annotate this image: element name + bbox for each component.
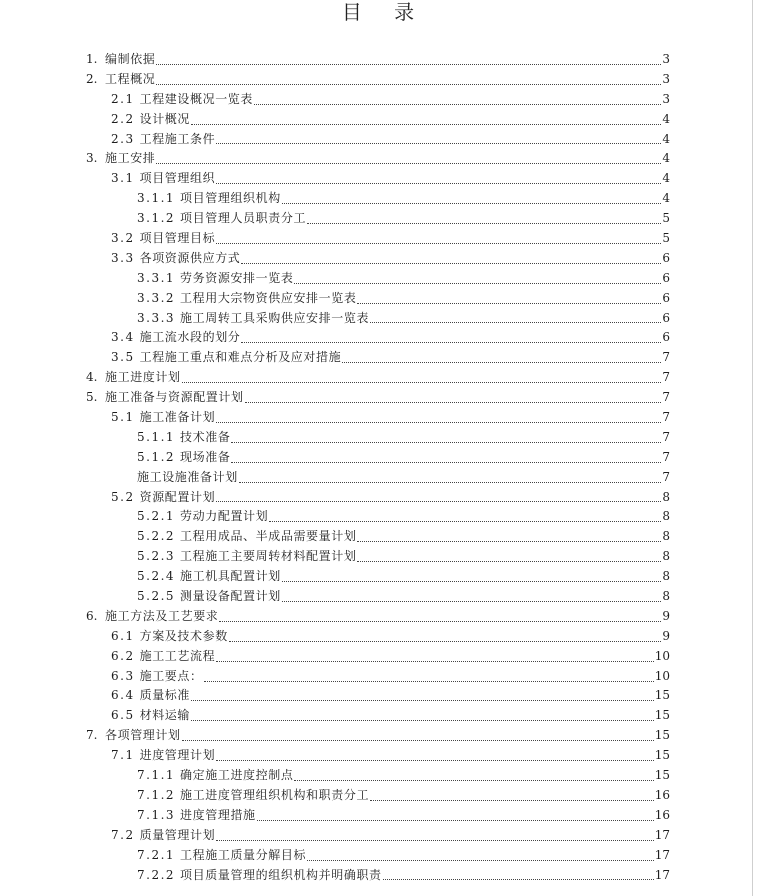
- dot-leader: [191, 700, 654, 701]
- toc-entry-number: 7.1: [111, 748, 135, 763]
- dot-leader: [254, 104, 661, 105]
- toc-entry-title: 确定施工进度控制点: [180, 768, 294, 783]
- dot-leader: [282, 581, 662, 582]
- toc-entry-page-number: 17: [654, 867, 670, 882]
- toc-subsubsection-entry[interactable]: [86, 269, 670, 289]
- toc-entry-title: 进度管理计划: [139, 748, 216, 763]
- toc-entry-number: 5.1.1: [137, 429, 176, 444]
- dot-leader: [216, 501, 661, 502]
- toc-entry-title: 施工要点：: [139, 668, 203, 683]
- toc-section-entry[interactable]: [86, 50, 670, 70]
- toc-entry-page-number: 3: [662, 71, 670, 86]
- toc-subsubsection-entry[interactable]: [86, 567, 670, 587]
- dot-leader: [307, 223, 661, 224]
- dot-leader: [357, 303, 661, 304]
- dot-leader: [294, 283, 661, 284]
- toc-entry-number: 1.: [86, 51, 98, 66]
- toc-subsubsection-entry[interactable]: [86, 209, 670, 229]
- toc-section-entry[interactable]: [86, 388, 670, 408]
- toc-entry-page-number: 5: [662, 211, 670, 226]
- dot-leader: [191, 124, 661, 125]
- toc-subsubsection-entry[interactable]: [86, 846, 670, 866]
- dot-leader: [156, 84, 661, 85]
- toc-entry-number: 7.: [86, 728, 98, 743]
- toc-subsubsection-entry[interactable]: [86, 766, 670, 786]
- toc-entry-title: 施工机具配置计划: [180, 569, 281, 584]
- toc-entry-page-number: 8: [662, 549, 670, 564]
- toc-entry-page-number: 9: [662, 608, 670, 623]
- toc-entry-number: 7.1.1: [137, 768, 176, 783]
- page-edge-divider: [752, 0, 753, 896]
- toc-entry-title: 工程用成品、半成品需要量计划: [180, 529, 357, 544]
- toc-entry-page-number: 16: [654, 807, 670, 822]
- toc-entry-number: 2.3: [111, 131, 135, 146]
- toc-entry-page-number: 17: [654, 847, 670, 862]
- toc-entry-title: 设计概况: [139, 111, 190, 126]
- toc-entry-title: 进度管理措施: [180, 807, 256, 822]
- toc-entry-title: 资源配置计划: [139, 489, 216, 504]
- toc-subsection-entry[interactable]: [86, 488, 670, 508]
- toc-entry-number: 3.1.2: [137, 211, 176, 226]
- toc-subsubsection-entry[interactable]: [86, 189, 670, 209]
- toc-entry-title: 技术准备: [180, 429, 231, 444]
- toc-entry-page-number: 4: [662, 151, 670, 166]
- toc-entry-number: 7.1.3: [137, 807, 176, 822]
- toc-subsection-entry[interactable]: [86, 826, 670, 846]
- toc-entry-number: 5.2.5: [137, 589, 176, 604]
- toc-entry-number: 5.1.2: [137, 449, 176, 464]
- toc-entry-number: 3.3.1: [137, 270, 176, 285]
- toc-entry-page-number: 3: [662, 51, 670, 66]
- dot-leader: [370, 322, 661, 323]
- dot-leader: [216, 422, 661, 423]
- dot-leader: [231, 462, 661, 463]
- dot-leader: [231, 442, 661, 443]
- toc-entry-page-number: 7: [662, 429, 670, 444]
- toc-subsubsection-entry[interactable]: [86, 507, 670, 527]
- toc-entry-page-number: 5: [662, 231, 670, 245]
- toc-entry-title: 项目管理组织: [139, 171, 216, 186]
- toc-entry-page-number: 6: [662, 310, 670, 325]
- toc-entry-page-number: 3: [662, 91, 670, 106]
- toc-entry-title: 工程施工条件: [139, 131, 216, 146]
- toc-entry-page-number: 15: [654, 708, 670, 723]
- toc-entry-number: 7.2: [111, 827, 135, 842]
- toc-entry-page-number: 7: [662, 390, 670, 405]
- toc-entry-title: 劳动力配置计划: [180, 509, 269, 524]
- toc-entry-page-number: 8: [662, 509, 670, 524]
- toc-section-entry[interactable]: [86, 726, 670, 746]
- toc-entry-page-number: 7: [662, 469, 670, 484]
- dot-leader: [182, 740, 654, 741]
- toc-entry-number: 6.4: [111, 688, 135, 703]
- toc-entry-number: 5.2.1: [137, 509, 176, 524]
- toc-entry-number: 2.2: [111, 111, 135, 126]
- toc-entry-page-number: 8: [662, 589, 670, 604]
- toc-entry-page-number: 16: [654, 787, 670, 802]
- dot-leader: [204, 681, 654, 682]
- dot-leader: [241, 263, 661, 264]
- toc-subsubsection-entry[interactable]: [86, 448, 670, 468]
- toc-entry-title: 工程建设概况一览表: [139, 91, 253, 106]
- toc-entry-number: 6.2: [111, 648, 135, 663]
- dot-leader: [257, 820, 654, 821]
- dot-leader: [182, 382, 662, 383]
- dot-leader: [282, 203, 662, 204]
- toc-section-entry[interactable]: [86, 70, 670, 90]
- toc-entry-number: 7.2.1: [137, 847, 176, 862]
- toc-entry-title: 测量设备配置计划: [180, 589, 281, 604]
- toc-entry-page-number: 4: [662, 191, 670, 206]
- toc-entry-number: 7.1.2: [137, 787, 176, 802]
- dot-leader: [156, 163, 661, 164]
- toc-entry-number: 3.1.1: [137, 191, 176, 206]
- dot-leader: [229, 641, 662, 642]
- toc-subsection-entry[interactable]: [86, 229, 670, 249]
- toc-entry-title: 工程施工质量分解目标: [180, 847, 307, 862]
- toc-entry-title: 各项管理计划: [105, 728, 181, 743]
- dot-leader: [342, 362, 661, 363]
- toc-entry-title: 施工准备计划: [139, 410, 216, 425]
- dot-leader: [191, 720, 654, 721]
- toc-entry-page-number: 8: [662, 489, 670, 504]
- toc-entry-title: 编制依据: [105, 51, 156, 66]
- toc-entry-title: 施工设施准备计划: [137, 469, 238, 484]
- toc-subsubsection-entry[interactable]: [86, 806, 670, 826]
- toc-entry-page-number: 6: [662, 250, 670, 265]
- toc-entry-title: 质量标准: [139, 688, 190, 703]
- toc-entry-page-number: 17: [654, 827, 670, 842]
- toc-subsection-entry[interactable]: [86, 408, 670, 428]
- toc-entry-title: 工程施工主要周转材料配置计划: [180, 549, 357, 564]
- toc-entry-title: 工程概况: [105, 71, 156, 86]
- toc-subsection-entry[interactable]: [86, 249, 670, 269]
- toc-subsection-entry[interactable]: [86, 667, 670, 687]
- dot-leader: [216, 243, 661, 244]
- toc-entry-number: 6.5: [111, 708, 135, 723]
- toc-entry-number: 5.2: [111, 489, 135, 504]
- toc-entry-number: 6.3: [111, 668, 135, 683]
- toc-entry-page-number: 6: [662, 290, 670, 305]
- toc-section-entry[interactable]: [86, 368, 670, 388]
- toc-subsection-entry[interactable]: [86, 647, 670, 667]
- toc-entry-number: 3.4: [111, 330, 135, 345]
- toc-entry-page-number: 6: [662, 270, 670, 285]
- toc-entry-page-number: 6: [662, 330, 670, 345]
- toc-entry-number: 4.: [86, 370, 98, 385]
- toc-subsection-entry[interactable]: [86, 130, 670, 150]
- dot-leader: [357, 561, 661, 562]
- toc-entry-number: 6.: [86, 608, 98, 623]
- toc-entry-page-number: 4: [662, 111, 670, 126]
- dot-leader: [216, 840, 654, 841]
- toc-entry-number: 7.2.2: [137, 867, 176, 882]
- toc-subsubsection-entry[interactable]: [86, 547, 670, 567]
- toc-entry-title: 材料运输: [139, 708, 190, 723]
- dot-leader: [219, 621, 661, 622]
- toc-entry-title: 各项资源供应方式: [139, 250, 241, 265]
- toc-entry-title: 施工流水段的划分: [139, 330, 241, 345]
- dot-leader: [294, 780, 653, 781]
- dot-leader: [241, 342, 661, 343]
- toc-subsubsection-entry[interactable]: [86, 309, 670, 329]
- dot-leader: [239, 482, 662, 483]
- toc-entry-page-number: 15: [654, 748, 670, 763]
- dot-leader: [269, 521, 661, 522]
- toc-subsection-entry[interactable]: [86, 348, 670, 368]
- toc-entry-page-number: 7: [662, 370, 670, 385]
- toc-entry-title: 项目质量管理的组织机构并明确职责: [180, 867, 382, 882]
- dot-leader: [282, 601, 662, 602]
- toc-entry-page-number: 7: [662, 449, 670, 464]
- toc-entry-title: 施工准备与资源配置计划: [105, 390, 244, 405]
- toc-entry-page-number: 15: [654, 688, 670, 703]
- toc-entry-page-number: 15: [654, 728, 670, 743]
- dot-leader: [357, 541, 661, 542]
- toc-subsection-entry[interactable]: [86, 687, 670, 707]
- toc-entry-number: 3.3.3: [137, 310, 176, 325]
- toc-entry-title: 现场准备: [180, 449, 231, 464]
- toc-entry-title: 施工进度计划: [105, 370, 181, 385]
- toc-subsubsection-entry[interactable]: [86, 527, 670, 547]
- toc-subsection-entry[interactable]: [86, 706, 670, 726]
- toc-section-entry[interactable]: [86, 607, 670, 627]
- toc-entry-title: 施工方法及工艺要求: [105, 608, 219, 623]
- toc-entry-title: 工程用大宗物资供应安排一览表: [180, 290, 357, 305]
- toc-entry-page-number: 4: [662, 131, 670, 146]
- dot-leader: [216, 760, 654, 761]
- toc-entry-number: 2.1: [111, 91, 135, 106]
- toc-subsection-entry[interactable]: [86, 169, 670, 189]
- toc-entry-title: 项目管理目标: [139, 231, 216, 245]
- toc-entry-title: 施工进度管理组织机构和职责分工: [180, 787, 370, 802]
- toc-entry-number: 3.1: [111, 171, 135, 186]
- toc-entry-page-number: 7: [662, 410, 670, 425]
- toc-entry-page-number: 15: [654, 768, 670, 783]
- toc-subsection-entry[interactable]: [86, 627, 670, 647]
- dot-leader: [245, 402, 662, 403]
- toc-subsection-entry[interactable]: [86, 746, 670, 766]
- toc-entry-title: 劳务资源安排一览表: [180, 270, 294, 285]
- toc-entry-title: 项目管理组织机构: [180, 191, 281, 206]
- toc-entry-title: 施工工艺流程: [139, 648, 216, 663]
- toc-subsubsection-entry[interactable]: [86, 587, 670, 607]
- dot-leader: [383, 879, 654, 880]
- toc-entry-page-number: 4: [662, 171, 670, 186]
- table-of-contents: [86, 50, 670, 885]
- toc-entry-number: 3.3: [111, 250, 135, 265]
- toc-entry-number: 2.: [86, 71, 98, 86]
- toc-entry-title: 施工周转工具采购供应安排一览表: [180, 310, 370, 325]
- toc-entry-number: 3.3.2: [137, 290, 176, 305]
- toc-entry-title: 项目管理人员职责分工: [180, 211, 307, 226]
- toc-entry-page-number: 10: [654, 668, 670, 683]
- toc-entry-number: 3.5: [111, 350, 135, 365]
- toc-subsubsection-entry[interactable]: [86, 428, 670, 448]
- toc-title: 目 录: [341, 0, 428, 24]
- toc-entry-number: 6.1: [111, 628, 135, 643]
- toc-entry-number: 3.2: [111, 231, 135, 245]
- toc-subsubsection-entry[interactable]: [86, 468, 670, 488]
- dot-leader: [216, 183, 661, 184]
- toc-entry-title: 施工安排: [105, 151, 156, 166]
- toc-section-entry[interactable]: [86, 149, 670, 169]
- toc-entry-number: 3.: [86, 151, 98, 166]
- toc-entry-number: 5.2.3: [137, 549, 176, 564]
- toc-entry-number: 5.1: [111, 410, 135, 425]
- toc-entry-title: 质量管理计划: [139, 827, 216, 842]
- toc-subsection-entry[interactable]: [86, 90, 670, 110]
- toc-subsubsection-entry[interactable]: [86, 289, 670, 309]
- toc-entry-page-number: 8: [662, 569, 670, 584]
- toc-entry-number: 5.2.4: [137, 569, 176, 584]
- dot-leader: [370, 800, 654, 801]
- toc-entry-page-number: 10: [654, 648, 670, 663]
- dot-leader: [216, 143, 661, 144]
- toc-entry-title: 方案及技术参数: [139, 628, 228, 643]
- toc-entry-page-number: 7: [662, 350, 670, 365]
- dot-leader: [307, 860, 654, 861]
- toc-entry-page-number: 9: [662, 628, 670, 643]
- toc-subsubsection-entry[interactable]: [86, 866, 670, 886]
- toc-entry-title: 工程施工重点和难点分析及应对措施: [139, 350, 342, 365]
- dot-leader: [216, 661, 654, 662]
- toc-entry-number: 5.: [86, 390, 98, 405]
- toc-subsection-entry[interactable]: [86, 110, 670, 130]
- toc-entry-page-number: 8: [662, 529, 670, 544]
- toc-subsection-entry[interactable]: [86, 328, 670, 348]
- dot-leader: [156, 64, 661, 65]
- toc-subsubsection-entry[interactable]: [86, 786, 670, 806]
- toc-entry-number: 5.2.2: [137, 529, 176, 544]
